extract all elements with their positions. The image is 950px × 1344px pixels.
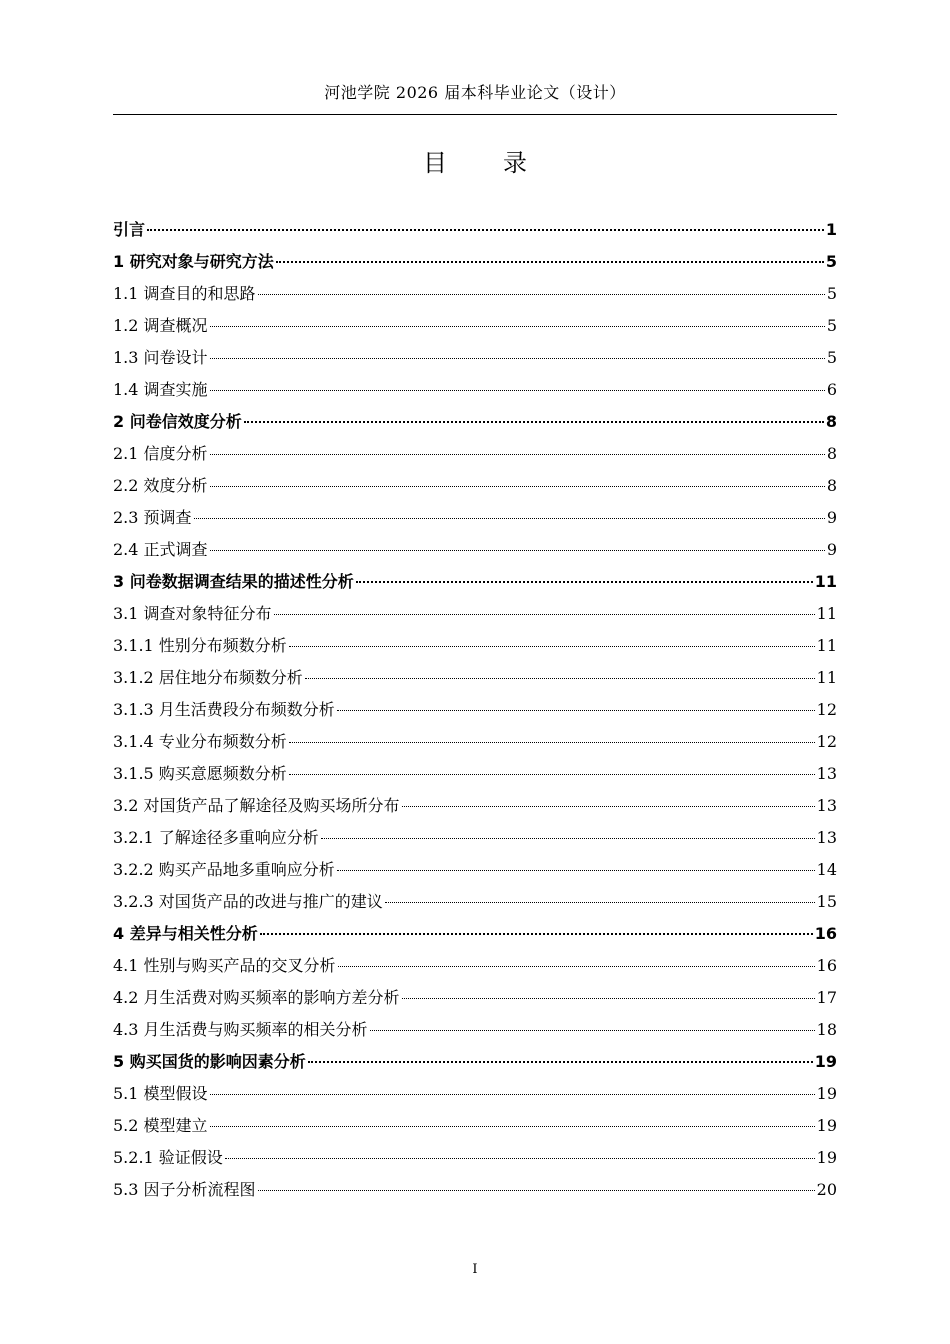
toc-dot-leader: [338, 966, 815, 967]
toc-entry-label: 3.2.3 对国货产品的改进与推广的建议: [113, 892, 383, 911]
toc-entry[interactable]: [113, 1142, 837, 1174]
toc-title: 目 录: [423, 149, 543, 177]
toc-entry-label: 3.2.1 了解途径多重响应分析: [113, 828, 319, 847]
toc-entry-page: 11: [816, 636, 837, 655]
toc-entry[interactable]: [113, 854, 837, 886]
toc-dot-leader: [356, 581, 813, 583]
toc-entry-page: 19: [816, 1084, 837, 1103]
toc-entry-label: 2.3 预调查: [113, 508, 192, 527]
toc-entry[interactable]: [113, 534, 837, 566]
toc-entry[interactable]: [113, 694, 837, 726]
toc-dot-leader: [244, 421, 824, 423]
toc-entry[interactable]: [113, 566, 837, 598]
toc-entry-label: 1.2 调查概况: [113, 316, 208, 335]
toc-dot-leader: [260, 933, 813, 935]
toc-entry[interactable]: [113, 470, 837, 502]
toc-dot-leader: [274, 614, 815, 615]
toc-entry-label: 3.1.5 购买意愿频数分析: [113, 764, 287, 783]
toc-entry[interactable]: [113, 598, 837, 630]
toc-entry-page: 11: [816, 604, 837, 623]
toc-entry-label: 2 问卷信效度分析: [113, 412, 242, 431]
toc-dot-leader: [289, 646, 815, 647]
toc-entry[interactable]: [113, 790, 837, 822]
toc-dot-leader: [194, 518, 825, 519]
toc-entry-page: 12: [816, 732, 837, 751]
table-of-contents: [113, 214, 837, 1206]
toc-entry-label: 1.1 调查目的和思路: [113, 284, 256, 303]
toc-entry[interactable]: [113, 662, 837, 694]
toc-entry-page: 18: [816, 1020, 837, 1039]
toc-entry-label: 3.1.4 专业分布频数分析: [113, 732, 287, 751]
toc-dot-leader: [210, 486, 825, 487]
toc-entry[interactable]: [113, 950, 837, 982]
toc-entry[interactable]: [113, 246, 837, 278]
toc-dot-leader: [402, 806, 815, 807]
toc-entry[interactable]: [113, 1110, 837, 1142]
toc-entry-label: 5.2.1 验证假设: [113, 1148, 223, 1167]
toc-entry-label: 5.1 模型假设: [113, 1084, 208, 1103]
toc-entry[interactable]: [113, 1046, 837, 1078]
toc-entry-label: 引言: [113, 220, 146, 239]
toc-dot-leader: [370, 1030, 815, 1031]
running-header: 河池学院 2026 届本科毕业论文（设计）: [324, 83, 626, 102]
toc-entry-label: 5.2 模型建立: [113, 1116, 208, 1135]
toc-entry-page: 8: [825, 412, 837, 431]
toc-entry-page: 20: [816, 1180, 837, 1199]
toc-entry-page: 13: [816, 828, 837, 847]
toc-entry-page: 6: [826, 380, 837, 399]
toc-entry-label: 3.2 对国货产品了解途径及购买场所分布: [113, 796, 400, 815]
toc-entry-label: 4.1 性别与购买产品的交叉分析: [113, 956, 336, 975]
toc-entry-label: 1.3 问卷设计: [113, 348, 208, 367]
header-rule: [113, 114, 837, 115]
toc-dot-leader: [210, 454, 825, 455]
toc-entry-page: 11: [814, 572, 837, 591]
toc-entry-page: 15: [816, 892, 837, 911]
toc-dot-leader: [289, 774, 815, 775]
toc-entry-label: 2.1 信度分析: [113, 444, 208, 463]
toc-entry[interactable]: [113, 918, 837, 950]
toc-dot-leader: [258, 294, 825, 295]
toc-entry-page: 8: [826, 444, 837, 463]
toc-dot-leader: [276, 261, 824, 263]
toc-entry-page: 13: [816, 764, 837, 783]
toc-entry[interactable]: [113, 1014, 837, 1046]
toc-entry-label: 3.1.2 居住地分布频数分析: [113, 668, 303, 687]
toc-dot-leader: [258, 1190, 815, 1191]
toc-entry-label: 3.1.1 性别分布频数分析: [113, 636, 287, 655]
toc-entry-label: 5 购买国货的影响因素分析: [113, 1052, 306, 1071]
toc-entry-page: 9: [826, 508, 837, 527]
toc-entry-label: 1 研究对象与研究方法: [113, 252, 274, 271]
toc-dot-leader: [337, 710, 815, 711]
toc-dot-leader: [305, 678, 815, 679]
toc-entry-page: 19: [816, 1116, 837, 1135]
toc-entry[interactable]: [113, 726, 837, 758]
toc-dot-leader: [402, 998, 815, 999]
toc-entry-page: 16: [816, 956, 837, 975]
toc-entry-page: 1: [825, 220, 837, 239]
toc-dot-leader: [210, 326, 825, 327]
toc-entry[interactable]: [113, 1174, 837, 1206]
toc-entry[interactable]: [113, 982, 837, 1014]
toc-entry-label: 4 差异与相关性分析: [113, 924, 258, 943]
toc-entry-page: 12: [816, 700, 837, 719]
toc-entry[interactable]: [113, 342, 837, 374]
toc-entry-page: 13: [816, 796, 837, 815]
toc-entry[interactable]: [113, 214, 837, 246]
toc-dot-leader: [289, 742, 815, 743]
toc-entry-page: 19: [816, 1148, 837, 1167]
toc-dot-leader: [337, 870, 815, 871]
toc-dot-leader: [210, 390, 825, 391]
toc-entry-label: 1.4 调查实施: [113, 380, 208, 399]
toc-entry-page: 5: [826, 316, 837, 335]
toc-dot-leader: [210, 358, 825, 359]
toc-dot-leader: [308, 1061, 813, 1063]
toc-dot-leader: [385, 902, 815, 903]
toc-entry[interactable]: [113, 278, 837, 310]
toc-entry[interactable]: [113, 886, 837, 918]
toc-entry[interactable]: [113, 822, 837, 854]
toc-entry[interactable]: [113, 374, 837, 406]
toc-entry-page: 5: [826, 284, 837, 303]
toc-entry-label: 3 问卷数据调查结果的描述性分析: [113, 572, 354, 591]
toc-entry[interactable]: [113, 310, 837, 342]
toc-entry-label: 5.3 因子分析流程图: [113, 1180, 256, 1199]
toc-entry-label: 3.1 调查对象特征分布: [113, 604, 272, 623]
toc-entry-page: 8: [826, 476, 837, 495]
toc-dot-leader: [147, 229, 824, 231]
toc-entry-page: 5: [825, 252, 837, 271]
toc-entry[interactable]: [113, 502, 837, 534]
toc-entry-page: 11: [816, 668, 837, 687]
toc-dot-leader: [210, 1094, 815, 1095]
toc-entry-label: 4.2 月生活费对购买频率的影响方差分析: [113, 988, 400, 1007]
toc-entry-page: 16: [814, 924, 837, 943]
toc-entry[interactable]: [113, 438, 837, 470]
toc-dot-leader: [210, 1126, 815, 1127]
toc-entry[interactable]: [113, 630, 837, 662]
toc-entry-page: 5: [826, 348, 837, 367]
toc-entry[interactable]: [113, 406, 837, 438]
toc-entry-page: 17: [816, 988, 837, 1007]
page-number: I: [472, 1262, 478, 1277]
toc-entry-label: 2.4 正式调查: [113, 540, 208, 559]
toc-entry[interactable]: [113, 758, 837, 790]
toc-entry-label: 3.2.2 购买产品地多重响应分析: [113, 860, 335, 879]
toc-entry-page: 19: [814, 1052, 837, 1071]
toc-entry[interactable]: [113, 1078, 837, 1110]
toc-entry-page: 14: [816, 860, 837, 879]
toc-entry-page: 9: [826, 540, 837, 559]
toc-dot-leader: [225, 1158, 815, 1159]
toc-entry-label: 2.2 效度分析: [113, 476, 208, 495]
toc-dot-leader: [321, 838, 815, 839]
toc-entry-label: 3.1.3 月生活费段分布频数分析: [113, 700, 335, 719]
toc-dot-leader: [210, 550, 825, 551]
toc-entry-label: 4.3 月生活费与购买频率的相关分析: [113, 1020, 368, 1039]
